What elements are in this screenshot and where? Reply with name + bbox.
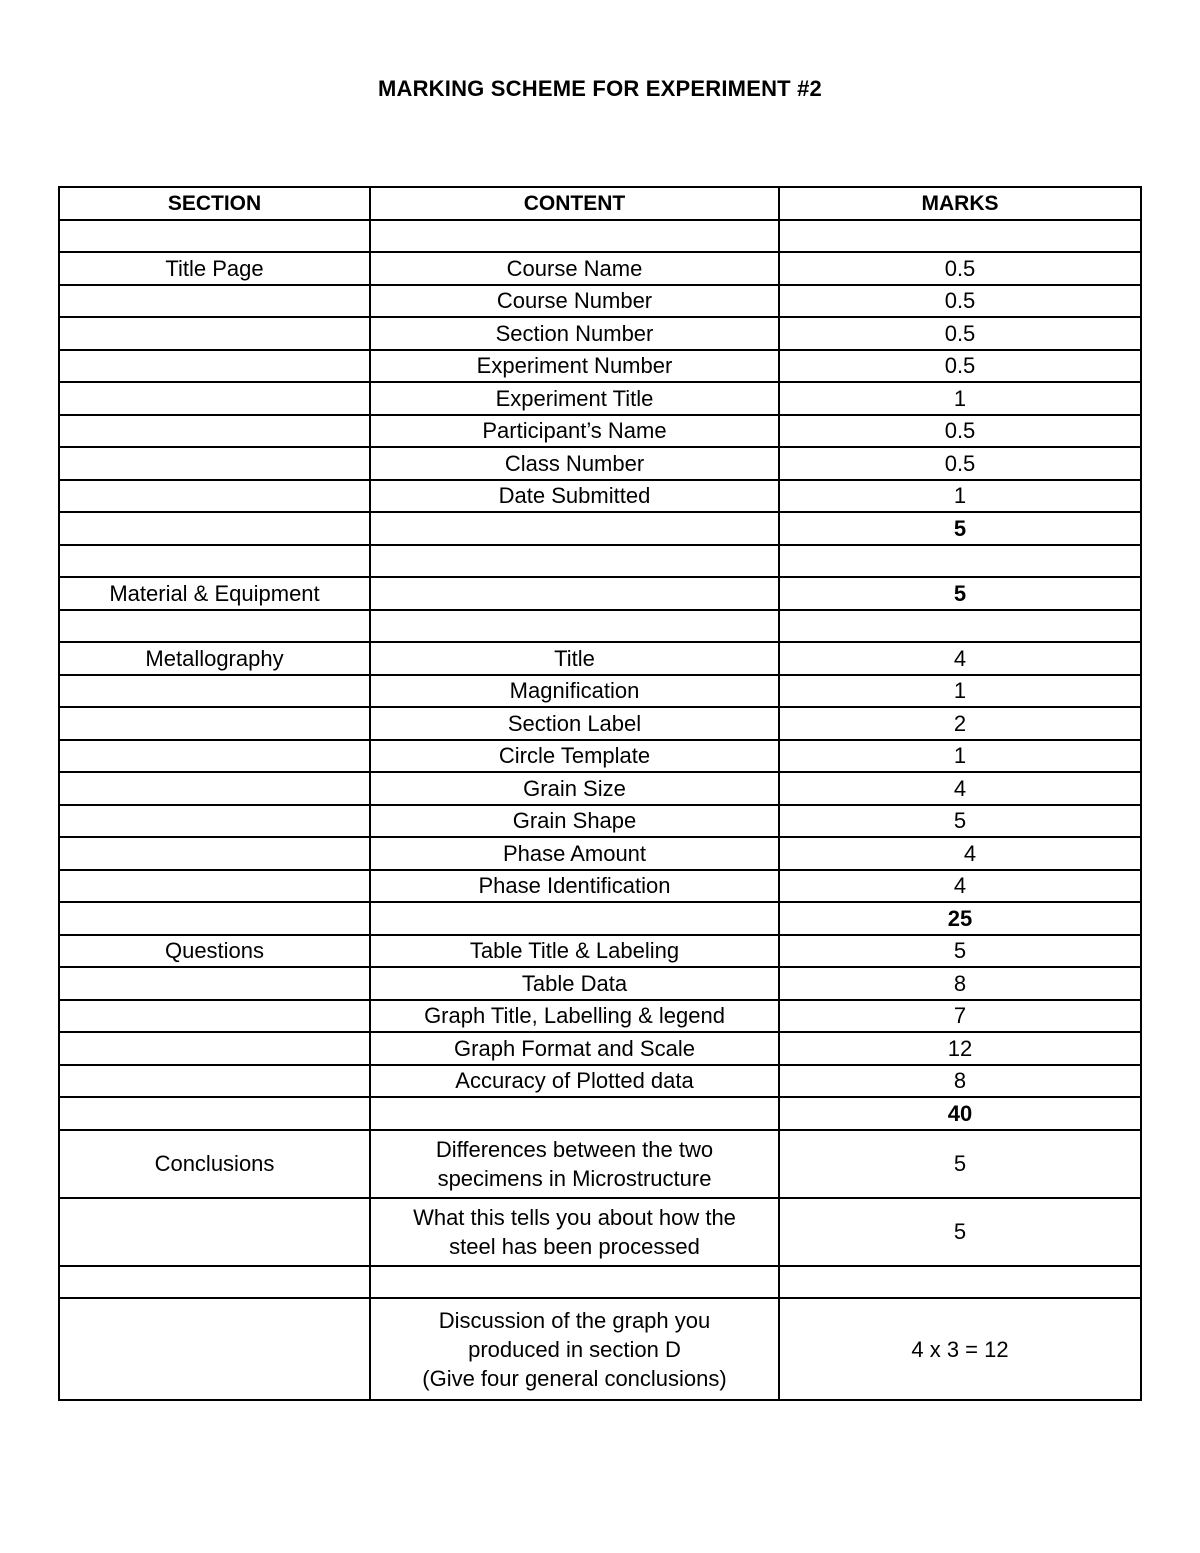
table-row <box>59 642 1141 675</box>
section-cell <box>59 1198 370 1266</box>
table-row <box>59 382 1141 415</box>
marks-cell: 4 <box>779 870 1141 903</box>
subtotal-marks-cell: 40 <box>779 1097 1141 1130</box>
marks-cell: 0.5 <box>779 317 1141 350</box>
section-cell <box>59 805 370 838</box>
content-cell <box>370 1298 779 1400</box>
content-line: (Give four general conclusions) <box>422 1365 727 1391</box>
content-cell: Course Name <box>370 252 779 285</box>
content-line: specimens in Microstructure <box>437 1165 712 1191</box>
table-row <box>59 545 1141 578</box>
content-cell <box>370 902 779 935</box>
marks-cell: 1 <box>779 740 1141 773</box>
marks-cell: 4 <box>779 642 1141 675</box>
table-row <box>59 480 1141 513</box>
content-cell <box>370 1198 779 1266</box>
table-row <box>59 870 1141 903</box>
section-cell: Metallography <box>59 642 370 675</box>
content-cell: Section Label <box>370 707 779 740</box>
section-cell <box>59 1032 370 1065</box>
content-cell: Course Number <box>370 285 779 318</box>
table-row <box>59 577 1141 610</box>
table-row <box>59 350 1141 383</box>
marks-cell: 0.5 <box>779 350 1141 383</box>
section-cell <box>59 1065 370 1098</box>
table-row-subtotal <box>59 902 1141 935</box>
section-cell <box>59 1097 370 1130</box>
content-cell <box>370 545 779 578</box>
content-cell: Graph Format and Scale <box>370 1032 779 1065</box>
marks-cell: 8 <box>779 967 1141 1000</box>
section-cell <box>59 1000 370 1033</box>
section-cell: Conclusions <box>59 1130 370 1198</box>
marks-cell: 1 <box>779 382 1141 415</box>
content-cell: Graph Title, Labelling & legend <box>370 1000 779 1033</box>
section-cell <box>59 382 370 415</box>
table-row <box>59 1198 1141 1266</box>
marking-scheme-table <box>58 186 1142 1401</box>
page-title: MARKING SCHEME FOR EXPERIMENT #2 <box>377 76 822 101</box>
content-cell: Title <box>370 642 779 675</box>
marks-cell: 0.5 <box>779 285 1141 318</box>
content-cell: Participant’s Name <box>370 415 779 448</box>
content-line: Differences between the two <box>435 1136 714 1162</box>
content-cell: Date Submitted <box>370 480 779 513</box>
content-cell: Table Title & Labeling <box>370 935 779 968</box>
table-row <box>59 1032 1141 1065</box>
table-row <box>59 772 1141 805</box>
content-cell: Accuracy of Plotted data <box>370 1065 779 1098</box>
section-cell <box>59 545 370 578</box>
marks-cell <box>779 837 1141 870</box>
table-row-subtotal <box>59 1097 1141 1130</box>
subtotal-marks-cell: 5 <box>779 577 1141 610</box>
section-cell: Title Page <box>59 252 370 285</box>
content-cell: Section Number <box>370 317 779 350</box>
section-cell <box>59 415 370 448</box>
section-cell <box>59 870 370 903</box>
marks-cell: 5 <box>779 1198 1141 1266</box>
content-line: Discussion of the graph you <box>438 1307 711 1333</box>
marks-cell <box>779 610 1141 643</box>
table-row <box>59 1065 1141 1098</box>
marks-cell: 7 <box>779 1000 1141 1033</box>
marks-cell: 0.5 <box>779 415 1141 448</box>
table-row <box>59 1266 1141 1299</box>
content-cell: Phase Amount <box>370 837 779 870</box>
table-row <box>59 610 1141 643</box>
table-row <box>59 675 1141 708</box>
section-cell <box>59 675 370 708</box>
section-cell <box>59 220 370 253</box>
marks-cell: 4 x 3 = 12 <box>779 1298 1141 1400</box>
content-cell <box>370 610 779 643</box>
content-cell <box>370 1097 779 1130</box>
section-cell <box>59 447 370 480</box>
marks-cell: 5 <box>779 935 1141 968</box>
marks-cell: 0.5 <box>779 252 1141 285</box>
section-cell <box>59 350 370 383</box>
content-cell: Circle Template <box>370 740 779 773</box>
marks-cell: 8 <box>779 1065 1141 1098</box>
content-line: What this tells you about how the <box>413 1204 736 1230</box>
content-cell: Table Data <box>370 967 779 1000</box>
content-cell <box>370 1130 779 1198</box>
content-cell: Experiment Title <box>370 382 779 415</box>
marks-cell <box>779 220 1141 253</box>
marks-cell: 5 <box>779 805 1141 838</box>
content-cell <box>370 577 779 610</box>
marks-cell: 1 <box>779 480 1141 513</box>
section-cell <box>59 967 370 1000</box>
table-row <box>59 317 1141 350</box>
table-row <box>59 967 1141 1000</box>
table-row <box>59 1130 1141 1198</box>
header-marks: MARKS <box>779 187 1141 220</box>
marks-cell: 5 <box>779 1130 1141 1198</box>
content-cell: Grain Size <box>370 772 779 805</box>
content-cell: Magnification <box>370 675 779 708</box>
content-cell <box>370 512 779 545</box>
content-cell: Grain Shape <box>370 805 779 838</box>
marks-cell <box>779 1266 1141 1299</box>
table-row <box>59 1298 1141 1400</box>
marks-cell <box>779 545 1141 578</box>
marks-cell: 0.5 <box>779 447 1141 480</box>
marks-value: 4 <box>963 840 977 866</box>
table-row <box>59 285 1141 318</box>
section-cell <box>59 480 370 513</box>
table-row <box>59 1000 1141 1033</box>
table-row <box>59 740 1141 773</box>
content-line: produced in section D <box>468 1336 681 1362</box>
section-cell <box>59 1266 370 1299</box>
content-cell <box>370 220 779 253</box>
table-row <box>59 415 1141 448</box>
table-row <box>59 805 1141 838</box>
marks-cell: 4 <box>779 772 1141 805</box>
subtotal-marks-cell: 25 <box>779 902 1141 935</box>
section-cell <box>59 740 370 773</box>
table-header-row <box>59 187 1141 220</box>
marks-cell: 12 <box>779 1032 1141 1065</box>
table-row <box>59 837 1141 870</box>
section-cell <box>59 772 370 805</box>
marks-cell: 2 <box>779 707 1141 740</box>
section-cell <box>59 285 370 318</box>
header-section: SECTION <box>59 187 370 220</box>
section-cell <box>59 837 370 870</box>
content-cell: Class Number <box>370 447 779 480</box>
content-cell <box>370 1266 779 1299</box>
content-cell: Phase Identification <box>370 870 779 903</box>
section-cell <box>59 610 370 643</box>
section-cell <box>59 902 370 935</box>
header-content: CONTENT <box>370 187 779 220</box>
subtotal-marks-cell: 5 <box>779 512 1141 545</box>
table-row <box>59 220 1141 253</box>
section-cell <box>59 512 370 545</box>
content-line: steel has been processed <box>449 1233 700 1259</box>
table-row-subtotal <box>59 512 1141 545</box>
section-cell <box>59 1298 370 1400</box>
section-cell <box>59 317 370 350</box>
table-row <box>59 707 1141 740</box>
table-row <box>59 252 1141 285</box>
section-cell: Material & Equipment <box>59 577 370 610</box>
content-cell: Experiment Number <box>370 350 779 383</box>
table-row <box>59 935 1141 968</box>
marks-cell: 1 <box>779 675 1141 708</box>
section-cell <box>59 707 370 740</box>
table-row <box>59 447 1141 480</box>
section-cell: Questions <box>59 935 370 968</box>
